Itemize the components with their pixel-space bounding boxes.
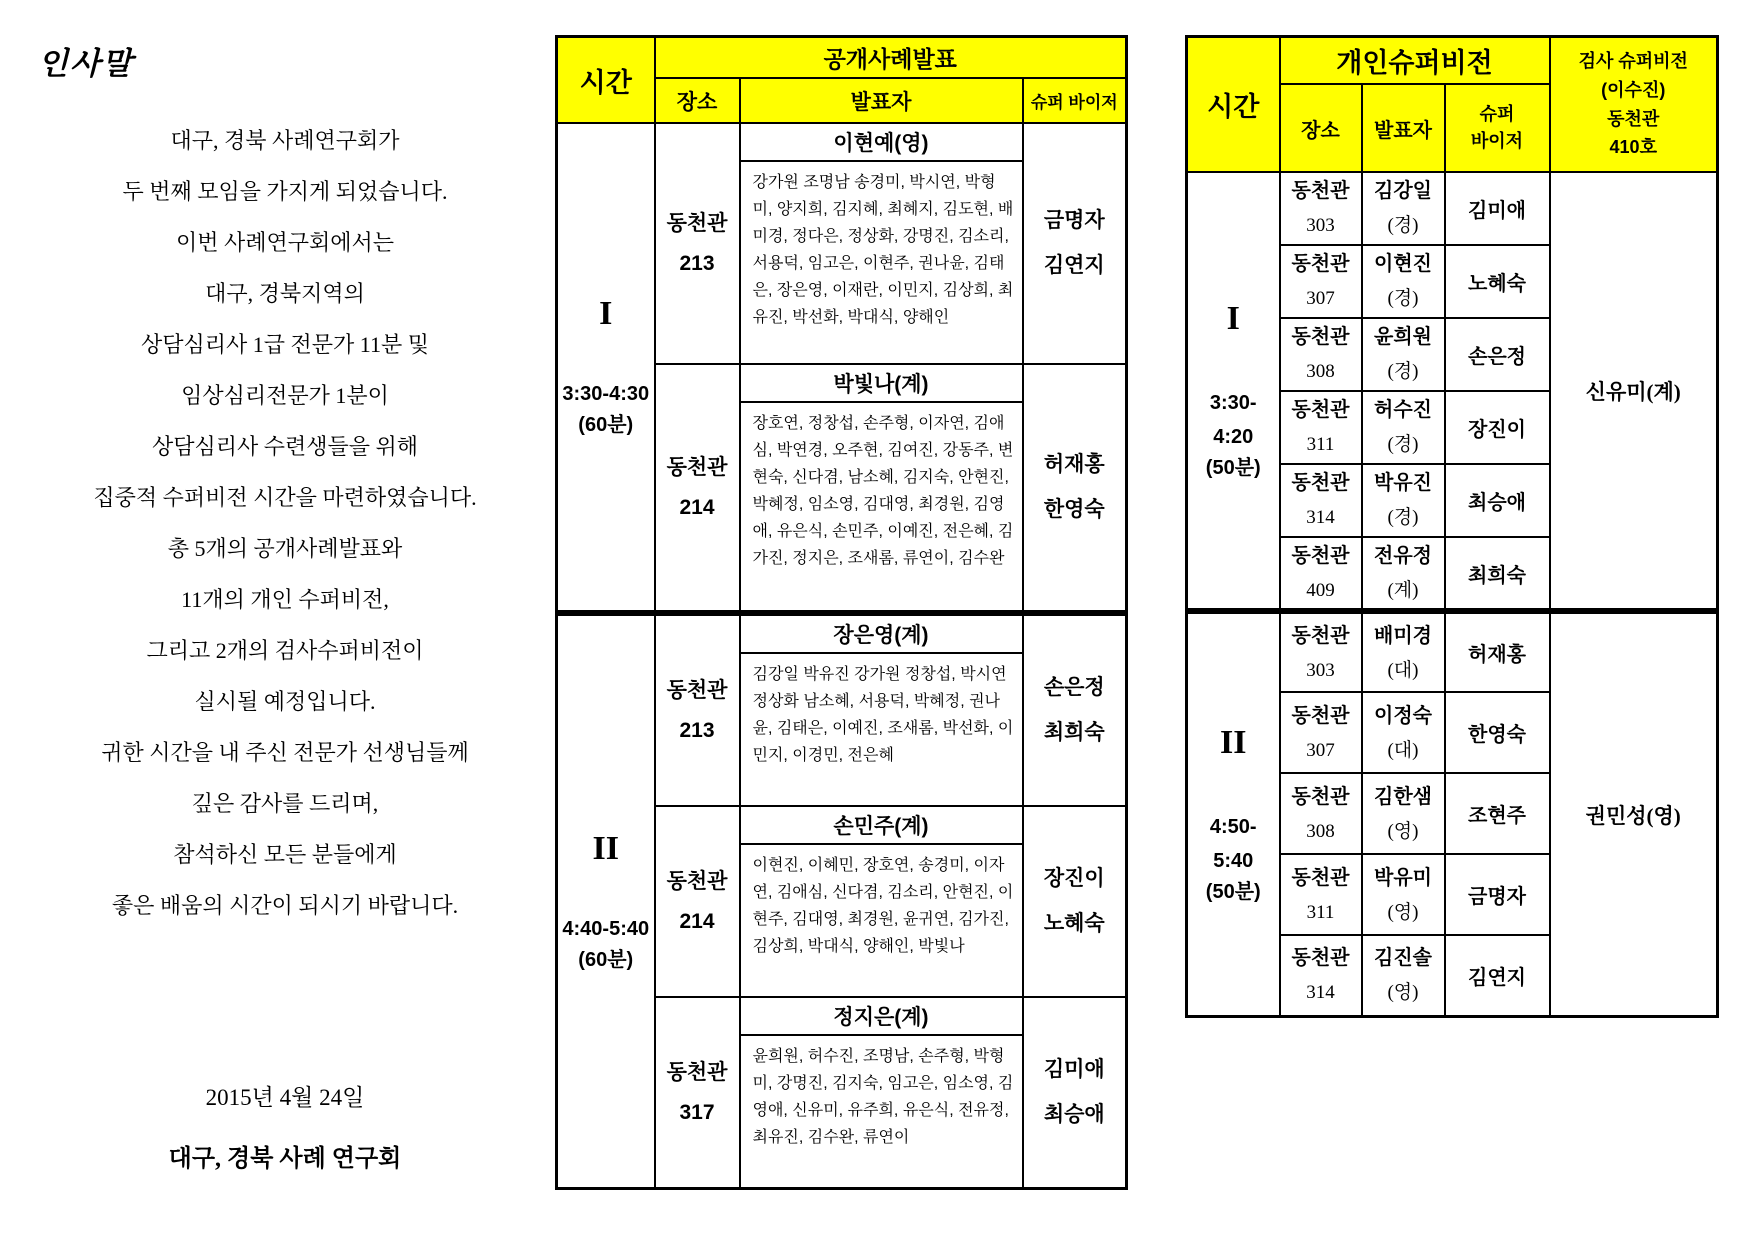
greeting-line: 귀한 시간을 내 주신 전문가 선생님들께 [101, 740, 469, 765]
supervisor-cell: 노혜숙 [1445, 245, 1550, 318]
supervisor-cell: 금명자 [1445, 854, 1550, 935]
exam-supervisor-cell: 권민성(영) [1550, 611, 1718, 1016]
place-column-header: 장소 [655, 78, 740, 123]
place-cell: 동천관 307 [1280, 245, 1362, 318]
supervisor-cell: 허재홍 한영숙 [1023, 364, 1127, 613]
presenter-cell: 허수진 (경) [1362, 391, 1445, 464]
place-cell: 동천관 214 [655, 364, 740, 613]
greeting-line: 대구, 경북 사례연구회가 [170, 128, 400, 153]
supervisor-column-header: 슈퍼 바이저 [1445, 84, 1550, 172]
participants-cell: 강가원 조명남 송경미, 박시연, 박형미, 양지희, 김지혜, 최혜지, 김도현, 배미경, 정다은, 정상화, 강명진, 김소리, 서용덕, 임고은, 이현주, 권나윤, 김태은, 장은영, 이재란, 이민지, 김상희, 최유진, 박선화, 박대식, 양해인 [740, 161, 1023, 364]
place-column-header: 장소 [1280, 84, 1362, 172]
session-2-time-cell [557, 613, 655, 1189]
supervisor-cell: 금명자 김연지 [1023, 123, 1127, 364]
presenter-cell: 이정숙 (대) [1362, 692, 1445, 773]
place-cell: 동천관 213 [655, 613, 740, 806]
presenter-title-cell: 정지은(계) [740, 997, 1023, 1035]
session-2-range: 4:40-5:40 [562, 917, 650, 940]
greeting-title: 인사말 [38, 46, 134, 81]
session-1-range: 3:30-4:30 [562, 383, 650, 405]
session-1-time-cell [557, 123, 655, 613]
greeting-line: 임상심리전문가 1분이 [181, 383, 389, 408]
supervisor-cell: 한영숙 [1445, 692, 1550, 773]
supervisor-cell: 최희숙 [1445, 537, 1550, 611]
greeting-section [38, 38, 532, 1173]
presenter-cell: 김강일 (경) [1362, 172, 1445, 245]
supervisor-cell: 장진이 노혜숙 [1023, 806, 1127, 997]
session-2-roman: II [592, 829, 619, 867]
greeting-line: 참석하신 모든 분들에게 [173, 842, 397, 867]
presenter-title-cell: 손민주(계) [740, 806, 1023, 844]
presenter-title-cell: 이현예(영) [740, 123, 1023, 161]
place-cell: 동천관 307 [1280, 692, 1362, 773]
supervisor-cell: 김미애 최승애 [1023, 997, 1127, 1189]
place-cell: 동천관 214 [655, 806, 740, 997]
exam-supervisor-cell: 신유미(계) [1550, 172, 1718, 611]
place-cell: 동천관 311 [1280, 391, 1362, 464]
place-cell: 동천관 213 [655, 123, 740, 364]
participants-cell: 김강일 박유진 강가원 정창섭, 박시연 정상화 남소혜, 서용덕, 박혜정, 권나윤, 김태은, 이예진, 조새롬, 박선화, 이민지, 이경민, 전은혜 [740, 653, 1023, 806]
participants-cell: 윤희원, 허수진, 조명남, 손주형, 박형미, 강명진, 김지숙, 임고은, 임소영, 김영애, 신유미, 유주희, 유은식, 전유정, 최유진, 김수완, 류연이 [740, 1035, 1023, 1189]
greeting-signature: 대구, 경북 사례 연구회 [168, 1146, 402, 1172]
supervisor-cell: 김연지 [1445, 935, 1550, 1016]
place-cell: 동천관 308 [1280, 773, 1362, 854]
supervisor-cell: 장진이 [1445, 391, 1550, 464]
greeting-line: 좋은 배움의 시간이 되시기 바랍니다. [111, 893, 459, 918]
place-cell: 동천관 317 [655, 997, 740, 1189]
greeting-body [38, 115, 532, 931]
greeting-date: 2015년 4월 24일 [205, 1085, 365, 1110]
greeting-line: 집중적 수퍼비전 시간을 마련하였습니다. [93, 485, 477, 510]
session-1-time-cell: I 3:30- 4:20 (50분) [1187, 172, 1280, 611]
time-column-header: 시간 [557, 37, 655, 124]
greeting-line: 실시될 예정입니다. [194, 689, 376, 714]
presenter-cell: 김진솔 (영) [1362, 935, 1445, 1016]
place-cell: 동천관 311 [1280, 854, 1362, 935]
session-1-roman: I [599, 295, 613, 332]
session-2-duration: (60분) [578, 948, 634, 971]
supervisor-cell: 손은정 최희숙 [1023, 613, 1127, 806]
presenter-cell: 전유정 (계) [1362, 537, 1445, 611]
place-cell: 동천관 314 [1280, 935, 1362, 1016]
place-cell: 동천관 303 [1280, 172, 1362, 245]
supervisor-cell: 허재홍 [1445, 611, 1550, 692]
greeting-line: 11개의 개인 수퍼비전, [181, 587, 389, 612]
presenter-cell: 김한샘 (영) [1362, 773, 1445, 854]
greeting-line: 깊은 감사를 드리며, [191, 791, 379, 816]
greeting-line: 대구, 경북지역의 [205, 281, 365, 306]
greeting-line: 총 5개의 공개사례발표와 [167, 536, 403, 561]
participants-cell: 이현진, 이혜민, 장호연, 송경미, 이자연, 김애심, 신다겸, 김소리, 안현진, 이현주, 김대영, 최경원, 윤귀연, 김가진, 김상희, 박대식, 양해인, 박빛나 [740, 844, 1023, 997]
greeting-line: 상담심리사 수련생들을 위해 [151, 434, 419, 459]
presenter-cell: 박유진 (경) [1362, 464, 1445, 537]
individual-supervision-group-header: 개인슈퍼비전 [1280, 37, 1550, 85]
place-cell: 동천관 308 [1280, 318, 1362, 391]
supervisor-cell: 손은정 [1445, 318, 1550, 391]
presenter-title-cell: 박빛나(계) [740, 364, 1023, 402]
greeting-line: 상담심리사 1급 전문가 11분 및 [141, 332, 429, 357]
exam-supervision-header: 검사 슈퍼비전 (이수진) 동천관 410호 [1550, 37, 1718, 173]
session-1-roman: I [1226, 299, 1240, 337]
individual-supervision-table [1185, 35, 1719, 1018]
presenter-column-header: 발표자 [740, 78, 1023, 123]
presenter-cell: 박유미 (영) [1362, 854, 1445, 935]
place-cell: 동천관 303 [1280, 611, 1362, 692]
session-2-time-cell: II 4:50- 5:40 (50분) [1187, 611, 1280, 1016]
public-case-group-header: 공개사례발표 [655, 37, 1127, 79]
public-case-table [555, 35, 1128, 1190]
supervisor-cell: 김미애 [1445, 172, 1550, 245]
greeting-line: 그리고 2개의 검사수퍼비전이 [146, 638, 424, 663]
place-cell: 동천관 409 [1280, 537, 1362, 611]
session-2-roman: II [1220, 723, 1247, 761]
presenter-cell: 이현진 (경) [1362, 245, 1445, 318]
supervisor-cell: 최승애 [1445, 464, 1550, 537]
presenter-title-cell: 장은영(계) [740, 613, 1023, 653]
time-column-header: 시간 [1187, 37, 1280, 173]
place-cell: 동천관 314 [1280, 464, 1362, 537]
session-1-duration: (60분) [578, 414, 634, 436]
greeting-line: 두 번째 모임을 가지게 되었습니다. [122, 179, 448, 204]
supervisor-column-header: 슈퍼 바이저 [1023, 78, 1127, 123]
supervisor-cell: 조현주 [1445, 773, 1550, 854]
presenter-cell: 윤희원 (경) [1362, 318, 1445, 391]
greeting-line: 이번 사례연구회에서는 [175, 230, 395, 255]
participants-cell: 장호연, 정창섭, 손주형, 이자연, 김애심, 박연경, 오주현, 김여진, 강동주, 변현숙, 신다겸, 남소혜, 김지숙, 안현진, 박혜정, 임소영, 김대영, 최경원, 김영애, 유은식, 손민주, 이예진, 전은혜, 김가진, 정지은, 조새롬, 류연이, 김수완 [740, 402, 1023, 613]
presenter-column-header: 발표자 [1362, 84, 1445, 172]
presenter-cell: 배미경 (대) [1362, 611, 1445, 692]
